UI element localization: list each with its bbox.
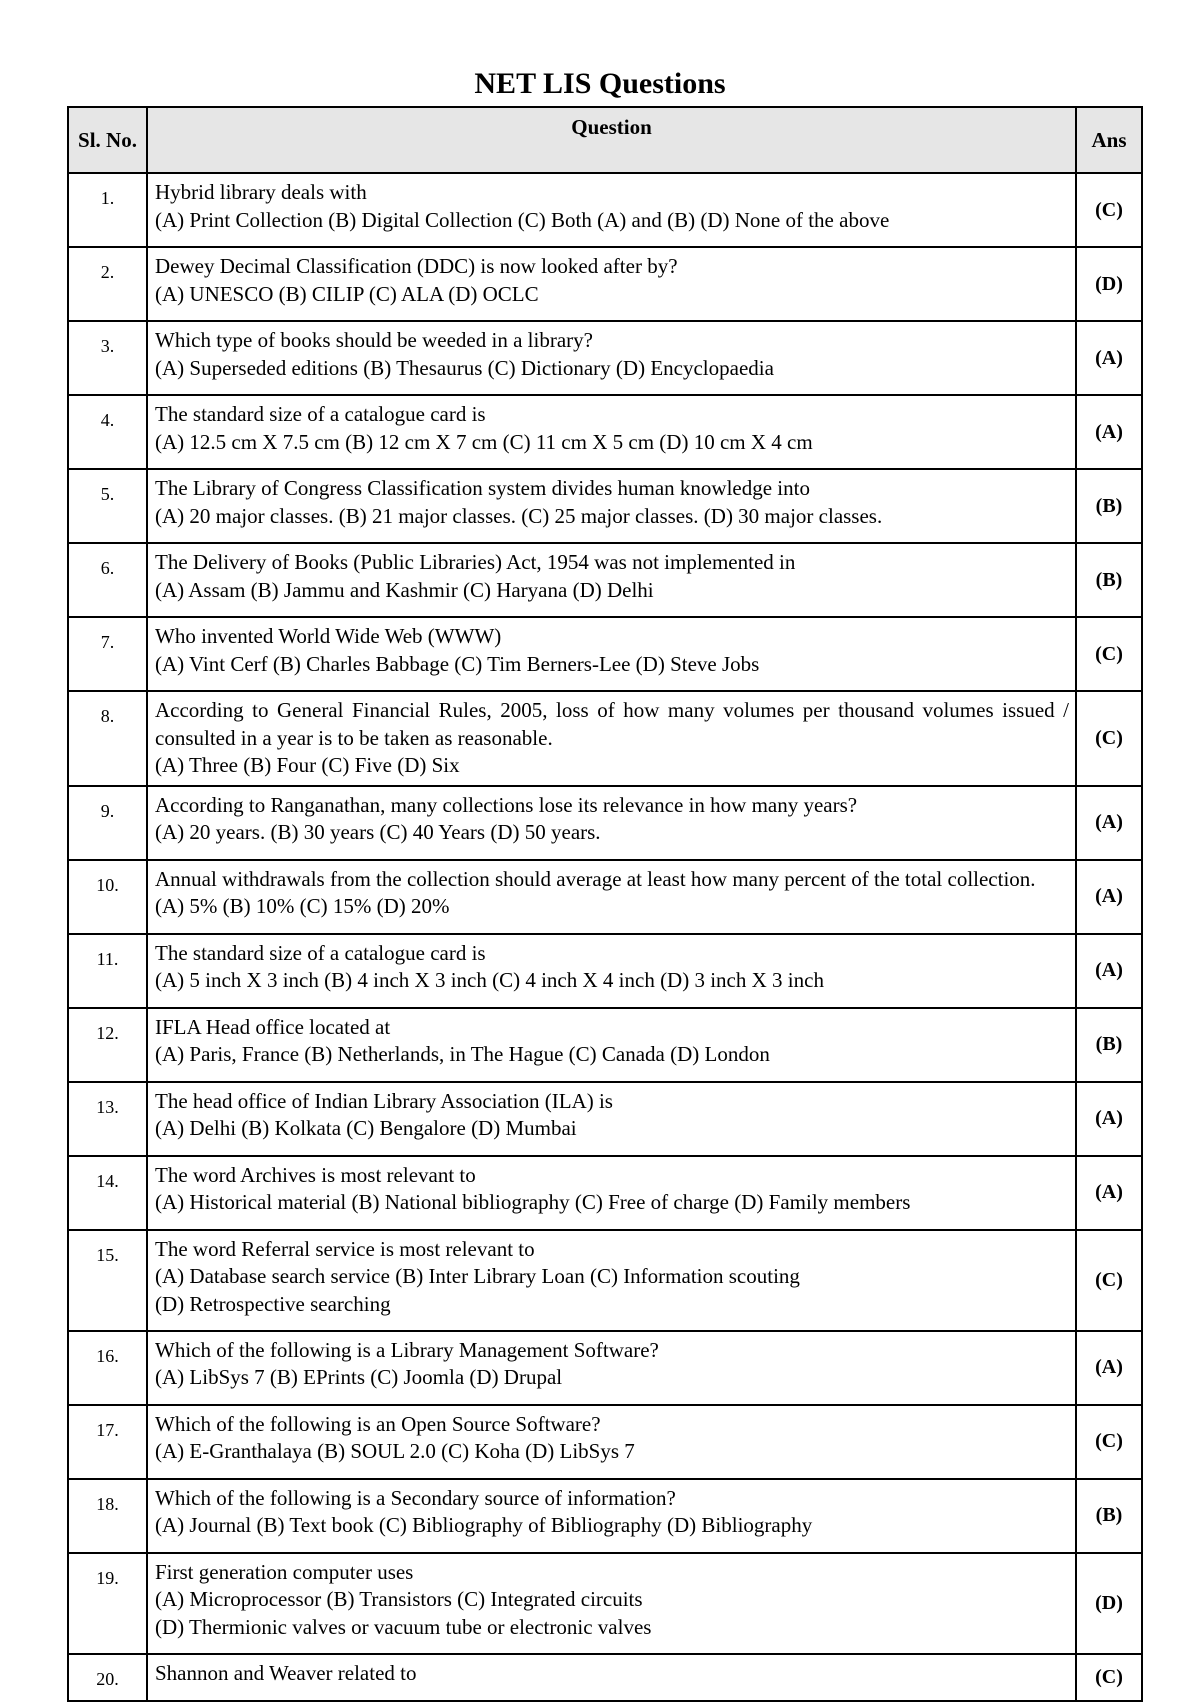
question-text bbox=[147, 786, 1076, 860]
question-row bbox=[68, 860, 1142, 934]
answer: (A) bbox=[1076, 934, 1142, 1008]
question-line: (A) Vint Cerf (B) Charles Babbage (C) Tim Berners-Lee (D) Steve Jobs bbox=[155, 651, 760, 676]
question-line: Annual withdrawals from the collection should average at least how many percent of the total collection. bbox=[155, 866, 1036, 891]
question-number: 11. bbox=[68, 934, 147, 1008]
question-line: Which of the following is a Secondary source of information? bbox=[155, 1485, 676, 1510]
question-number: 2. bbox=[68, 247, 147, 321]
question-text bbox=[147, 173, 1076, 247]
question-line: The Library of Congress Classification system divides human knowledge into bbox=[155, 476, 810, 500]
question-number: 9. bbox=[68, 786, 147, 860]
question-row bbox=[68, 691, 1142, 786]
answer: (B) bbox=[1076, 469, 1142, 543]
question-row bbox=[68, 1479, 1142, 1553]
answer: (B) bbox=[1076, 1479, 1142, 1553]
answer: (A) bbox=[1076, 786, 1142, 860]
question-number: 8. bbox=[68, 691, 147, 786]
question-line: (D) Retrospective searching bbox=[155, 1291, 391, 1316]
question-text bbox=[147, 469, 1076, 543]
question-line: Which of the following is a Library Management Software? bbox=[155, 1337, 659, 1362]
question-line: (A) Database search service (B) Inter Library Loan (C) Information scouting bbox=[155, 1264, 800, 1288]
question-row bbox=[68, 1654, 1142, 1701]
answer: (C) bbox=[1076, 1654, 1142, 1701]
question-line: Shannon and Weaver related to bbox=[155, 1660, 417, 1685]
question-number: 15. bbox=[68, 1230, 147, 1331]
question-line: Hybrid library deals with bbox=[155, 180, 367, 204]
question-row bbox=[68, 173, 1142, 247]
question-line: (A) UNESCO (B) CILIP (C) ALA (D) OCLC bbox=[155, 281, 539, 306]
question-number: 19. bbox=[68, 1553, 147, 1654]
questions-body bbox=[68, 173, 1142, 1701]
question-number: 20. bbox=[68, 1654, 147, 1701]
answer: (A) bbox=[1076, 1156, 1142, 1230]
question-number: 7. bbox=[68, 617, 147, 691]
question-text bbox=[147, 247, 1076, 321]
question-text bbox=[147, 1654, 1076, 1701]
question-line: (A) Delhi (B) Kolkata (C) Bengalore (D) Mumbai bbox=[155, 1116, 577, 1140]
question-number: 3. bbox=[68, 321, 147, 395]
question-text bbox=[147, 691, 1076, 786]
question-text bbox=[147, 395, 1076, 469]
question-text bbox=[147, 1082, 1076, 1156]
question-line: The Delivery of Books (Public Libraries) Act, 1954 was not implemented in bbox=[155, 550, 796, 574]
question-line: According to Ranganathan, many collections lose its relevance in how many years? bbox=[155, 792, 858, 817]
answer: (D) bbox=[1076, 1553, 1142, 1654]
table-header-row bbox=[68, 107, 1142, 173]
header-ans: Ans bbox=[1076, 107, 1142, 173]
answer: (A) bbox=[1076, 860, 1142, 934]
answer: (C) bbox=[1076, 1230, 1142, 1331]
question-line: The word Referral service is most relevant to bbox=[155, 1236, 535, 1261]
question-text bbox=[147, 1405, 1076, 1479]
question-number: 17. bbox=[68, 1405, 147, 1479]
question-text bbox=[147, 1230, 1076, 1331]
question-line: (A) Three (B) Four (C) Five (D) Six bbox=[155, 753, 460, 777]
answer: (C) bbox=[1076, 617, 1142, 691]
question-row bbox=[68, 1156, 1142, 1230]
question-line: (A) E-Granthalaya (B) SOUL 2.0 (C) Koha (D) LibSys 7 bbox=[155, 1439, 635, 1463]
answer: (D) bbox=[1076, 247, 1142, 321]
question-row bbox=[68, 395, 1142, 469]
question-line: Who invented World Wide Web (WWW) bbox=[155, 624, 502, 648]
question-line: (A) 5% (B) 10% (C) 15% (D) 20% bbox=[155, 894, 450, 918]
questions-table bbox=[67, 106, 1143, 1702]
question-line: (A) 20 major classes. (B) 21 major classes. (C) 25 major classes. (D) 30 major classes. bbox=[155, 503, 883, 528]
question-number: 18. bbox=[68, 1479, 147, 1553]
question-line: (A) 5 inch X 3 inch (B) 4 inch X 3 inch (C) 4 inch X 4 inch (D) 3 inch X 3 inch bbox=[155, 968, 824, 992]
question-line: According to General Financial Rules, 2005, loss of how many volumes per thousand volumes issued / consulted in a year is to be taken as reasonable. bbox=[155, 698, 1069, 750]
question-number: 16. bbox=[68, 1331, 147, 1405]
question-number: 4. bbox=[68, 395, 147, 469]
question-text bbox=[147, 934, 1076, 1008]
question-text bbox=[147, 1553, 1076, 1654]
question-line: Which type of books should be weeded in a library? bbox=[155, 328, 593, 352]
question-line: First generation computer uses bbox=[155, 1559, 414, 1584]
answer: (C) bbox=[1076, 691, 1142, 786]
question-line: (D) Thermionic valves or vacuum tube or electronic valves bbox=[155, 1614, 652, 1639]
answer: (A) bbox=[1076, 1082, 1142, 1156]
question-number: 1. bbox=[68, 173, 147, 247]
answer: (A) bbox=[1076, 395, 1142, 469]
question-line: Which of the following is an Open Source Software? bbox=[155, 1411, 601, 1436]
question-line: (A) 12.5 cm X 7.5 cm (B) 12 cm X 7 cm (C) 11 cm X 5 cm (D) 10 cm X 4 cm bbox=[155, 429, 813, 454]
question-text bbox=[147, 1156, 1076, 1230]
question-text bbox=[147, 1479, 1076, 1553]
question-row bbox=[68, 1082, 1142, 1156]
question-line: Dewey Decimal Classification (DDC) is now looked after by? bbox=[155, 254, 678, 278]
question-number: 13. bbox=[68, 1082, 147, 1156]
question-line: (A) Microprocessor (B) Transistors (C) Integrated circuits bbox=[155, 1587, 643, 1611]
question-row bbox=[68, 469, 1142, 543]
question-text bbox=[147, 860, 1076, 934]
header-sl-no: Sl. No. bbox=[68, 107, 147, 173]
answer: (A) bbox=[1076, 321, 1142, 395]
question-line: The standard size of a catalogue card is bbox=[155, 940, 486, 965]
answer: (B) bbox=[1076, 1008, 1142, 1082]
question-row bbox=[68, 934, 1142, 1008]
question-text bbox=[147, 617, 1076, 691]
question-number: 10. bbox=[68, 860, 147, 934]
question-row bbox=[68, 1008, 1142, 1082]
question-row bbox=[68, 617, 1142, 691]
question-number: 14. bbox=[68, 1156, 147, 1230]
question-row bbox=[68, 1230, 1142, 1331]
question-row bbox=[68, 321, 1142, 395]
question-row bbox=[68, 1405, 1142, 1479]
question-row bbox=[68, 1553, 1142, 1654]
page-title: NET LIS Questions bbox=[474, 67, 726, 100]
question-line: (A) Journal (B) Text book (C) Bibliography of Bibliography (D) Bibliography bbox=[155, 1513, 813, 1537]
question-line: (A) Assam (B) Jammu and Kashmir (C) Haryana (D) Delhi bbox=[155, 577, 654, 602]
question-line: (A) Historical material (B) National bibliography (C) Free of charge (D) Family members bbox=[155, 1190, 911, 1214]
question-text bbox=[147, 1008, 1076, 1082]
question-row bbox=[68, 543, 1142, 617]
question-line: (A) Paris, France (B) Netherlands, in The Hague (C) Canada (D) London bbox=[155, 1042, 770, 1066]
question-line: The standard size of a catalogue card is bbox=[155, 402, 486, 426]
question-line: (A) Print Collection (B) Digital Collection (C) Both (A) and (B) (D) None of the above bbox=[155, 207, 890, 232]
question-text bbox=[147, 1331, 1076, 1405]
question-line: (A) Superseded editions (B) Thesaurus (C) Dictionary (D) Encyclopaedia bbox=[155, 355, 774, 380]
answer: (C) bbox=[1076, 173, 1142, 247]
question-number: 5. bbox=[68, 469, 147, 543]
question-line: (A) 20 years. (B) 30 years (C) 40 Years (D) 50 years. bbox=[155, 820, 601, 844]
question-row bbox=[68, 247, 1142, 321]
question-row bbox=[68, 1331, 1142, 1405]
header-question: Question bbox=[147, 107, 1076, 173]
question-text bbox=[147, 543, 1076, 617]
answer: (A) bbox=[1076, 1331, 1142, 1405]
question-line: The head office of Indian Library Association (ILA) is bbox=[155, 1088, 613, 1113]
question-row bbox=[68, 786, 1142, 860]
question-number: 6. bbox=[68, 543, 147, 617]
question-line: (A) LibSys 7 (B) EPrints (C) Joomla (D) Drupal bbox=[155, 1365, 563, 1389]
question-number: 12. bbox=[68, 1008, 147, 1082]
answer: (C) bbox=[1076, 1405, 1142, 1479]
question-text bbox=[147, 321, 1076, 395]
question-line: The word Archives is most relevant to bbox=[155, 1162, 476, 1187]
question-line: IFLA Head office located at bbox=[155, 1014, 391, 1039]
answer: (B) bbox=[1076, 543, 1142, 617]
